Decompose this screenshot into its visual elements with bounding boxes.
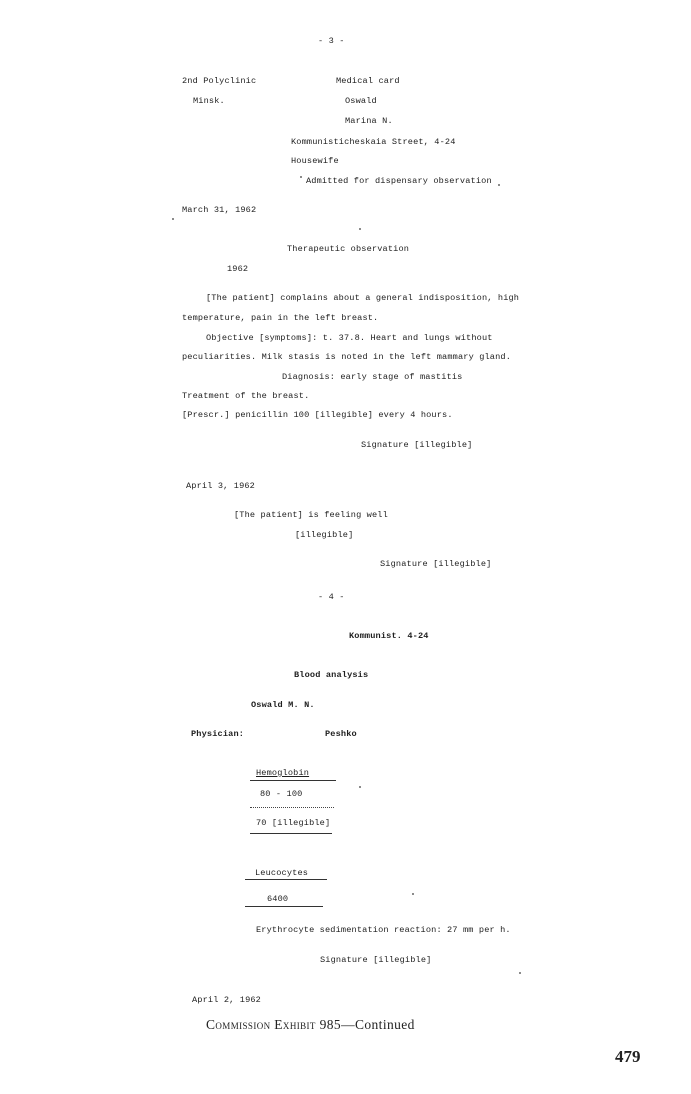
card-title: Medical card bbox=[336, 76, 400, 86]
blood-signature: Signature [illegible] bbox=[320, 955, 432, 965]
entry2-line-2: [illegible] bbox=[295, 530, 354, 540]
page-number: 479 bbox=[615, 1047, 641, 1066]
entry2-signature: Signature [illegible] bbox=[380, 559, 492, 569]
patient-given-name: Marina N. bbox=[345, 116, 393, 126]
entry1-prescription: [Prescr.] penicillin 100 [illegible] every 4 hours. bbox=[182, 410, 453, 420]
exhibit-caption-title: Commission Exhibit 985 bbox=[206, 1017, 342, 1032]
physician-label: Physician: bbox=[191, 729, 245, 739]
blood-patient: Oswald M. N. bbox=[251, 700, 315, 710]
hemoglobin-value: 70 [illegible] bbox=[256, 818, 331, 828]
page-marker-second: - 4 - bbox=[318, 592, 345, 602]
scan-speck bbox=[412, 893, 414, 895]
scan-speck bbox=[300, 176, 302, 178]
leucocytes-label: Leucocytes bbox=[255, 868, 309, 878]
clinic-name: 2nd Polyclinic bbox=[182, 76, 257, 86]
entry1-line-1: [The patient] complains about a general indisposition, high bbox=[206, 293, 520, 303]
entry1-diagnosis: Diagnosis: early stage of mastitis bbox=[282, 372, 463, 382]
hemoglobin-rule-2 bbox=[250, 807, 334, 808]
entry2-date: April 3, 1962 bbox=[186, 481, 255, 491]
patient-address: Kommunisticheskaia Street, 4-24 bbox=[291, 137, 456, 147]
blood-date: April 2, 1962 bbox=[192, 995, 261, 1005]
leucocytes-rule-1 bbox=[245, 879, 327, 880]
scan-speck bbox=[359, 228, 361, 230]
exhibit-caption-suffix: —Continued bbox=[341, 1017, 415, 1032]
blood-address: Kommunist. 4-24 bbox=[349, 631, 429, 641]
entry1-signature: Signature [illegible] bbox=[361, 440, 473, 450]
esr-line: Erythrocyte sedimentation reaction: 27 mm per h. bbox=[256, 925, 511, 935]
hemoglobin-range: 80 - 100 bbox=[260, 789, 303, 799]
entry1-line-2: temperature, pain in the left breast. bbox=[182, 313, 379, 323]
entry2-line-1: [The patient] is feeling well bbox=[234, 510, 388, 520]
entry1-year: 1962 bbox=[227, 264, 249, 274]
page-marker-top: - 3 - bbox=[318, 36, 345, 46]
exhibit-caption bbox=[206, 1017, 415, 1033]
scan-speck bbox=[359, 786, 361, 788]
entry1-line-3: Objective [symptoms]: t. 37.8. Heart and lungs without bbox=[206, 333, 493, 343]
entry1-line-6: Treatment of the breast. bbox=[182, 391, 310, 401]
clinic-city: Minsk. bbox=[193, 96, 225, 106]
blood-title: Blood analysis bbox=[294, 670, 369, 680]
entry1-date: March 31, 1962 bbox=[182, 205, 257, 215]
patient-surname: Oswald bbox=[345, 96, 377, 106]
patient-occupation: Housewife bbox=[291, 156, 339, 166]
leucocytes-value: 6400 bbox=[267, 894, 289, 904]
entry1-heading: Therapeutic observation bbox=[287, 244, 410, 254]
hemoglobin-rule-1 bbox=[250, 780, 336, 781]
scan-speck bbox=[498, 184, 500, 186]
entry1-line-4: peculiarities. Milk stasis is noted in the left mammary gland. bbox=[182, 352, 512, 362]
physician-name: Peshko bbox=[325, 729, 357, 739]
scan-speck bbox=[519, 972, 521, 974]
leucocytes-rule-2 bbox=[245, 906, 323, 907]
hemoglobin-rule-3 bbox=[250, 833, 332, 834]
admission-note: Admitted for dispensary observation bbox=[306, 176, 492, 186]
scan-speck bbox=[172, 218, 174, 220]
hemoglobin-label: Hemoglobin bbox=[256, 768, 310, 778]
